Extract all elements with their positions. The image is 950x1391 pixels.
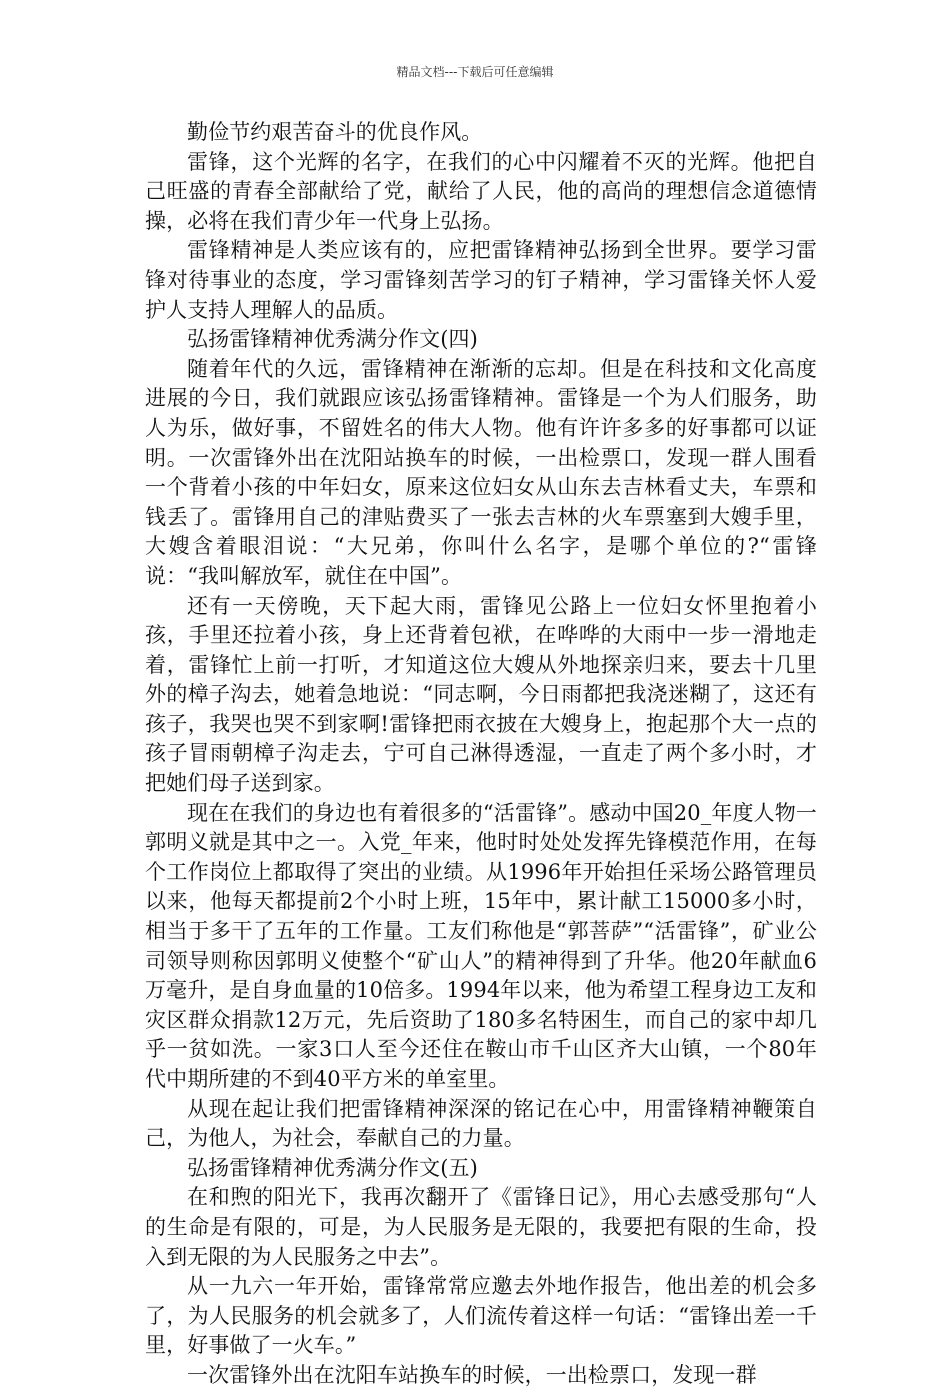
section-heading: 弘扬雷锋精神优秀满分作文(五) [187, 1155, 478, 1180]
paragraph: 从现在起让我们把雷锋精神深深的铭记在心中，用雷锋精神鞭策自己，为他人，为社会，奉献自己的力量。 [145, 1096, 817, 1151]
section-heading: 弘扬雷锋精神优秀满分作文(四) [187, 327, 478, 352]
paragraph: 在和煦的阳光下，我再次翻开了《雷锋日记》，用心去感受那句“人的生命是有限的，可是，为人民服务是无限的，我要把有限的生命，投入到无限的为人民服务之中去”。 [145, 1185, 817, 1269]
paragraph: 现在在我们的身边也有着很多的“活雷锋”。感动中国20_年度人物一郭明义就是其中之一。入党_年来，他时时处处发挥先锋模范作用，在每个工作岗位上都取得了突出的业绩。从1996年开始担任采场公路管理员以来，他每天都提前2个小时上班，15年中，累计献工15000多小时，相当于多干了五年的工作量。工友们称他是“郭菩萨”“活雷锋”，矿业公司领导则称因郭明义使整个“矿山人”的精神得到了升华。他20年献血6万毫升，是自身血量的10倍多。1994年以来，他为希望工程身边工友和灾区群众捐款12万元，先后资助了180多名特困生，而自己的家中却几乎一贫如洗。一家3口人至今还住在鞍山市千山区齐大山镇，一个80年代中期所建的不到40平方米的单室里。 [145, 800, 817, 1091]
paragraph: 雷锋精神是人类应该有的，应把雷锋精神弘扬到全世界。要学习雷锋对待事业的态度，学习雷锋刻苦学习的钉子精神，学习雷锋关怀人爱护人支持人理解人的品质。 [145, 238, 817, 322]
page-header: 精品文档---下载后可任意编辑 [396, 65, 554, 79]
paragraph: 从一九六一年开始，雷锋常常应邀去外地作报告，他出差的机会多了，为人民服务的机会就多了，人们流传着这样一句话：“雷锋出差一千里，好事做了一火车。” [145, 1274, 817, 1358]
document-body [145, 118, 817, 1391]
paragraph: 雷锋，这个光辉的名字，在我们的心中闪耀着不灭的光辉。他把自己旺盛的青春全部献给了党，献给了人民，他的高尚的理想信念道德情操，必将在我们青少年一代身上弘扬。 [145, 149, 817, 233]
paragraph: 还有一天傍晚，天下起大雨，雷锋见公路上一位妇女怀里抱着小孩，手里还拉着小孩，身上还背着包袱，在哗哗的大雨中一步一滑地走着，雷锋忙上前一打听，才知道这位大嫂从外地探亲归来，要去十几里外的樟子沟去，她着急地说：“同志啊，今日雨都把我浇迷糊了，这还有孩子，我哭也哭不到家啊!雷锋把雨衣披在大嫂身上，抱起那个大一点的孩子冒雨朝樟子沟走去，宁可自己淋得透湿，一直走了两个多小时，才把她们母子送到家。 [145, 593, 817, 796]
paragraph: 勤俭节约艰苦奋斗的优良作风。 [187, 120, 483, 144]
paragraph: 一次雷锋外出在沈阳车站换车的时候，一出检票口，发现一群 [187, 1362, 757, 1387]
paragraph: 随着年代的久远，雷锋精神在渐渐的忘却。但是在科技和文化高度进展的今日，我们就跟应该弘扬雷锋精神。雷锋是一个为人们服务，助人为乐，做好事，不留姓名的伟大人物。他有许许多多的好事都可以证明。一次雷锋外出在沈阳站换车的时候，一出检票口，发现一群人围看一个背着小孩的中年妇女，原来这位妇女从山东去吉林看丈夫，车票和钱丢了。雷锋用自己的津贴费买了一张去吉林的火车票塞到大嫂手里，大嫂含着眼泪说：“大兄弟，你叫什么名字，是哪个单位的?“雷锋说：“我叫解放军，就住在中国”。 [145, 356, 817, 588]
